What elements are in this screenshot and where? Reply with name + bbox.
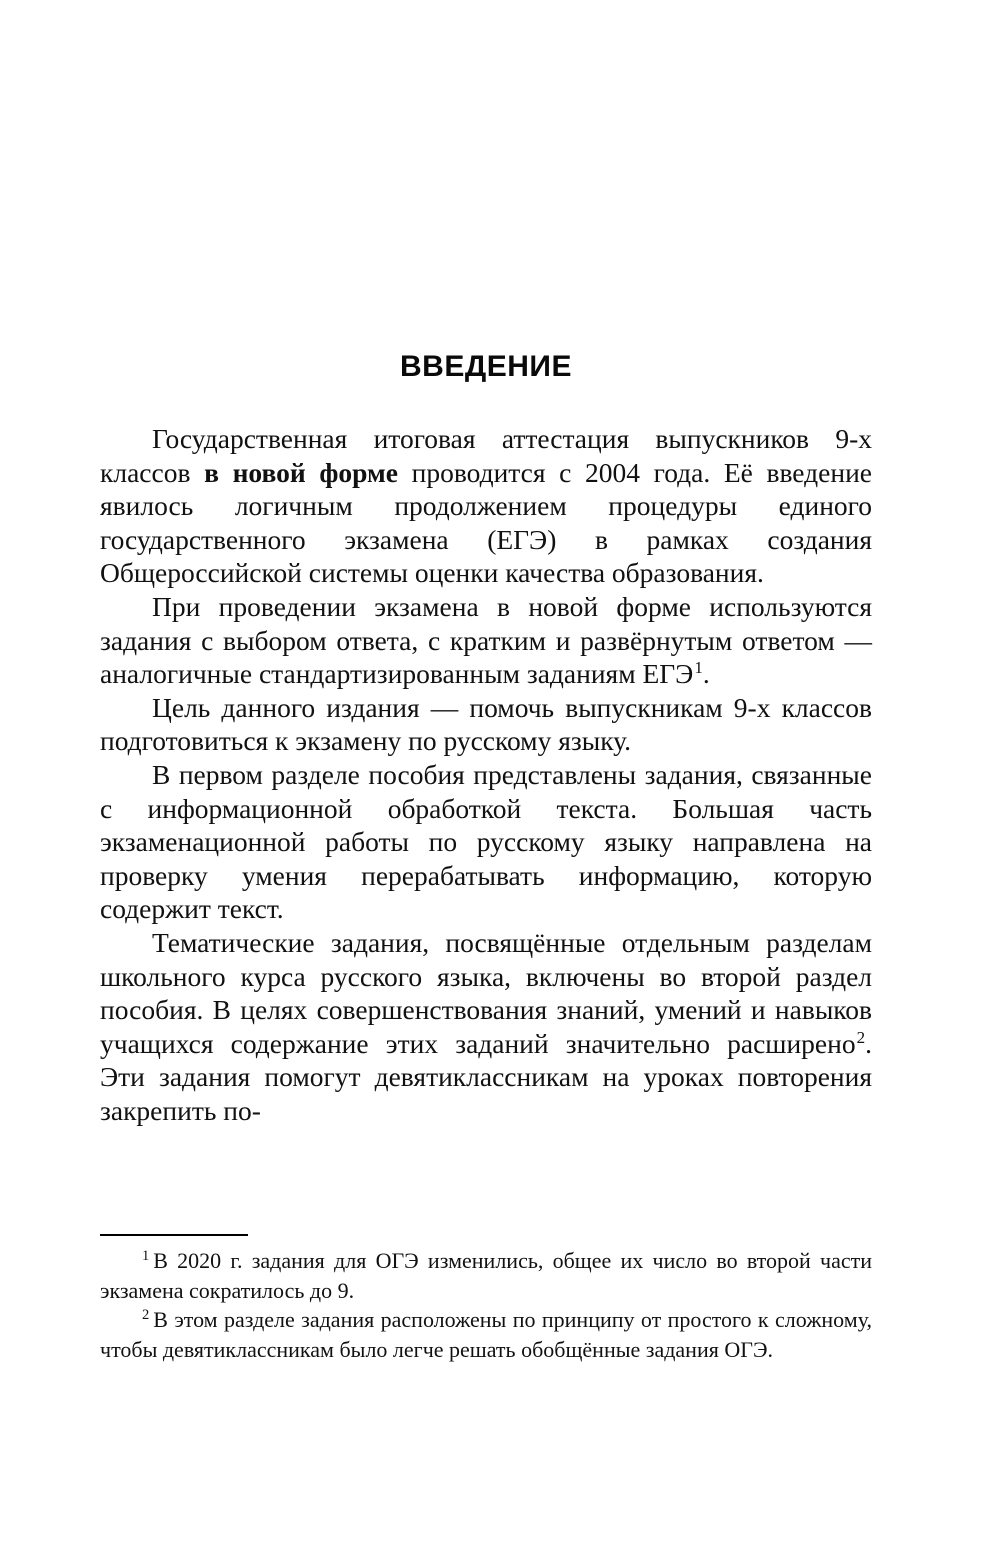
- page-title: ВВЕДЕНИЕ: [400, 350, 572, 383]
- paragraph-2: [100, 590, 872, 691]
- paragraph-4-lead: В первом разделе пособия представлены задания, связанные с информационной обработкой текста. Большая часть экзаменационной работы по русскому языку направлена на проверку умения перерабатывать информацию, которую содержит текст.: [100, 758, 872, 925]
- footnote-text-2: В этом разделе задания расположены по принципу от простого к сложному, чтобы девятиклассникам было легче решать обобщённые задания ОГЭ.: [100, 1307, 872, 1362]
- body-text: [100, 422, 872, 1127]
- page-content: [100, 348, 872, 1127]
- paragraph-5-tail: . Эти задания помогут девятиклассникам на уроках повторения закрепить по-: [100, 1027, 872, 1126]
- paragraph-4: [100, 758, 872, 926]
- footnote-area: [100, 1234, 872, 1364]
- paragraph-1-tail: проводится с 2004 года. Её введение явилось логичным продолжением процедуры единого государственного экзамена (ЕГЭ) в рамках создания Общероссийской системы оценки качества образования.: [100, 456, 872, 589]
- footnote-ref-1[interactable]: 1: [694, 658, 703, 677]
- paragraph-1-lead: Государственная итоговая аттестация выпускников 9‑х классов: [100, 423, 872, 488]
- paragraph-2-tail: .: [702, 658, 710, 690]
- footnote-marker-2: 2: [142, 1306, 150, 1323]
- paragraph-3-lead: Цель данного издания — помочь выпускникам 9‑х классов подготовиться к экзамену по русскому языку.: [100, 691, 872, 757]
- paragraph-1-emphasis: в новой форме: [204, 456, 398, 488]
- paragraph-1: [100, 422, 872, 590]
- paragraph-5: [100, 926, 872, 1128]
- footnote-item-2: [100, 1305, 872, 1364]
- footnote-separator-rule: [100, 1234, 248, 1236]
- paragraph-3: [100, 691, 872, 758]
- footnote-item-1: [100, 1246, 872, 1305]
- footnote-text-1: В 2020 г. задания для ОГЭ изменились, общее их число во второй части экзамена сократилось до 9.: [100, 1248, 872, 1303]
- paragraph-5-lead: Тематические задания, посвящённые отдельным разделам школьного курса русского языка, включены во второй раздел пособия. В целях совершенствования знаний, умений и навыков учащихся содержание этих заданий значительно расширено: [100, 926, 872, 1059]
- paragraph-2-lead: При проведении экзамена в новой форме используются задания с выбором ответа, с кратким и развёрнутым ответом — аналогичные стандартизированным заданиям ЕГЭ: [100, 590, 872, 690]
- footnote-ref-2[interactable]: 2: [856, 1027, 866, 1047]
- footnote-marker-1: 1: [142, 1247, 150, 1264]
